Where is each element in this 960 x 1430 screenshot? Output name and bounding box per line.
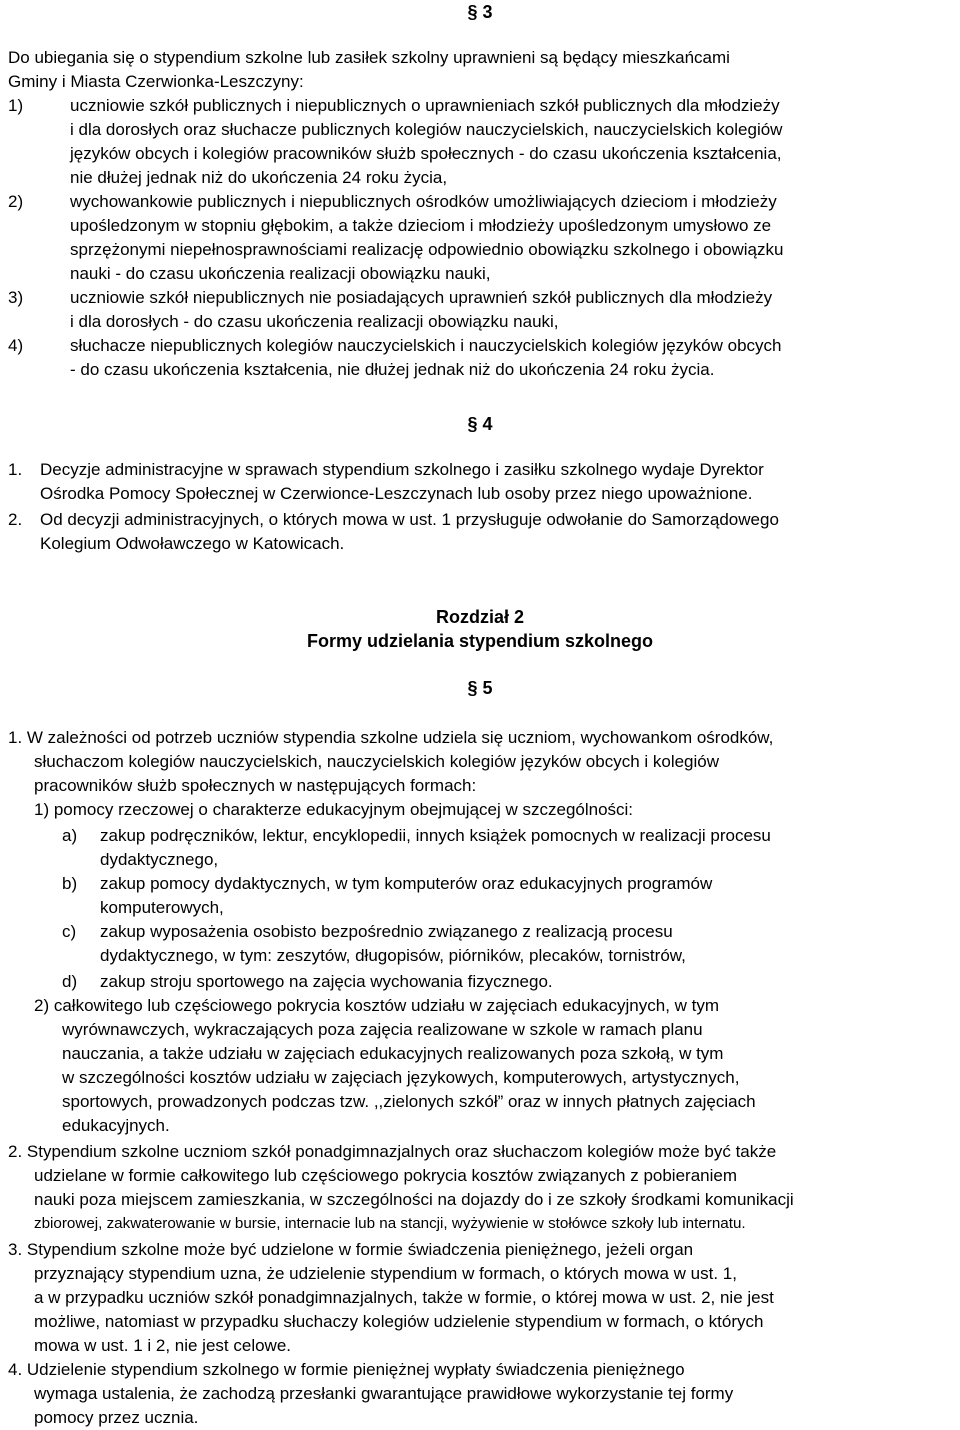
s5-item-d-label: d): [62, 972, 78, 991]
s3-item-3-line-2: i dla dorosłych - do czasu ukończenia realizacji obowiązku nauki,: [70, 312, 559, 331]
s5-para-4-line-3: pomocy przez ucznia.: [34, 1408, 199, 1427]
s4-para-1-number: 1.: [8, 460, 23, 479]
s5-item-a-line-1: zakup podręczników, lektur, encyklopedii, innych książek pomocnych w realizacji procesu: [100, 826, 771, 845]
s3-item-1-line-3: języków obcych i kolegiów pracowników służb społecznych - do czasu ukończenia kształcenia,: [70, 144, 782, 163]
s5-para-4-line-1: 4. Udzielenie stypendium szkolnego w formie pieniężnej wypłaty świadczenia pieniężnego: [8, 1360, 685, 1379]
s5-para-2-line-1: 2. Stypendium szkolne uczniom szkół ponadgimnazjalnych oraz słuchaczom kolegiów może być także: [8, 1142, 777, 1161]
s3-intro-line-2: Gminy i Miasta Czerwionka-Leszczyny:: [8, 72, 304, 91]
s3-item-1-line-2: i dla dorosłych oraz słuchacze publicznych kolegiów nauczycielskich, nauczycielskich kolegiów: [70, 120, 783, 139]
s5-para-1-line-2: słuchaczom kolegiów nauczycielskich, nauczycielskich kolegiów języków obcych i kolegiów: [34, 752, 720, 771]
s5-para-1-line-3: pracowników służb społecznych w następujących formach:: [34, 776, 477, 795]
s5-para-4-line-2: wymaga ustalenia, że zachodzą przesłanki gwarantujące prawidłowe wykorzystanie tej formy: [34, 1384, 734, 1403]
s4-para-2-number: 2.: [8, 510, 23, 529]
s5-para-2-line-3: nauki poza miejscem zamieszkania, w szczególności na dojazdy do i ze szkoły środkami komunikacji: [34, 1190, 794, 1209]
s5-item-b-line-2: komputerowych,: [100, 898, 224, 917]
s5-form-2-line-5: sportowych, prowadzonych podczas tzw. ,,zielonych szkół” oraz w innych płatnych zajęciach: [62, 1092, 756, 1111]
s5-para-3-line-1: 3. Stypendium szkolne może być udzielone w formie świadczenia pieniężnego, jeżeli organ: [8, 1240, 694, 1259]
s3-item-1-line-4: nie dłużej jednak niż do ukończenia 24 roku życia,: [70, 168, 448, 187]
chapter-title: Rozdział 2: [435, 607, 524, 627]
s5-para-2-line-2: udzielane w formie całkowitego lub częściowego pokrycia kosztów związanych z pobieraniem: [34, 1166, 738, 1185]
s5-form-2-line-3: nauczania, a także udziału w zajęciach edukacyjnych realizowanych poza szkołą, w tym: [62, 1044, 724, 1063]
s3-item-4-number: 4): [8, 336, 24, 355]
s3-item-1-line-1: uczniowie szkół publicznych i niepublicznych o uprawnieniach szkół publicznych dla młodzieży: [70, 96, 780, 115]
s3-item-3-number: 3): [8, 288, 24, 307]
s3-item-3-line-1: uczniowie szkół niepublicznych nie posiadających uprawnień szkół publicznych dla młodzieży: [70, 288, 773, 307]
section-5-title: § 5: [467, 678, 493, 698]
s3-item-4-line-2: - do czasu ukończenia kształcenia, nie dłużej jednak niż do ukończenia 24 roku życia.: [70, 360, 715, 379]
s5-item-a-label: a): [62, 826, 78, 845]
s3-item-2-line-4: nauki - do czasu ukończenia realizacji obowiązku nauki,: [70, 264, 491, 283]
s5-para-2-line-4: zbiorowej, zakwaterowanie w bursie, internacie lub na stancji, wyżywienie w stołówce szkoły lub internatu.: [34, 1215, 746, 1232]
s3-item-2-line-2: upośledzonym w stopniu głębokim, a także dzieciom i młodzieży upośledzonym umysłowo ze: [70, 216, 772, 235]
s4-para-2-line-1: Od decyzji administracyjnych, o których mowa w ust. 1 przysługuje odwołanie do Samorządowego: [40, 510, 779, 529]
s5-para-3-line-4: możliwe, natomiast w przypadku słuchaczy kolegiów udzielenie stypendium w formach, o których: [34, 1312, 764, 1331]
s5-para-3-line-5: mowa w ust. 1 i 2, nie jest celowe.: [34, 1336, 292, 1355]
s5-item-a-line-2: dydaktycznego,: [100, 850, 219, 869]
section-4-title: § 4: [467, 414, 493, 434]
section-3-title: § 3: [467, 2, 493, 22]
s5-form-1: 1) pomocy rzeczowej o charakterze edukacyjnym obejmującej w szczególności:: [34, 800, 634, 819]
s5-item-c-line-2: dydaktycznego, w tym: zeszytów, długopisów, piórników, plecaków, tornistrów,: [100, 946, 686, 965]
s5-form-2-line-2: wyrównawczych, wykraczających poza zajęcia realizowane w szkole w ramach planu: [62, 1020, 703, 1039]
s4-para-2-line-2: Kolegium Odwoławczego w Katowicach.: [40, 534, 345, 553]
s5-form-2-line-6: edukacyjnych.: [62, 1116, 170, 1135]
s5-form-2-line-1: 2) całkowitego lub częściowego pokrycia kosztów udziału w zajęciach edukacyjnych, w tym: [34, 996, 720, 1015]
s5-item-b-label: b): [62, 874, 78, 893]
s4-para-1-line-1: Decyzje administracyjne w sprawach stypendium szkolnego i zasiłku szkolnego wydaje Dyrektor: [40, 460, 764, 479]
s5-para-3-line-3: a w przypadku uczniów szkół ponadgimnazjalnych, także w formie, o której mowa w ust. 2, nie jest: [34, 1288, 774, 1307]
s3-item-2-number: 2): [8, 192, 24, 211]
s5-para-1-line-1: 1. W zależności od potrzeb uczniów stypendia szkolne udziela się uczniom, wychowankom ośrodków,: [8, 728, 774, 747]
s5-item-d-line-1: zakup stroju sportowego na zajęcia wychowania fizycznego.: [100, 972, 553, 991]
s3-item-4-line-1: słuchacze niepublicznych kolegiów nauczycielskich i nauczycielskich kolegiów języków obcych: [70, 336, 782, 355]
s3-item-2-line-3: sprzężonymi niepełnosprawnościami realizację odpowiednio obowiązku szkolnego i obowiązku: [70, 240, 784, 259]
s5-item-c-label: c): [62, 922, 77, 941]
s5-item-c-line-1: zakup wyposażenia osobisto bezpośrednio związanego z realizacją procesu: [100, 922, 673, 941]
s3-intro-line-1: Do ubiegania się o stypendium szkolne lub zasiłek szkolny uprawnieni są będący mieszkańcami: [8, 48, 730, 67]
s3-item-2-line-1: wychowankowie publicznych i niepublicznych ośrodków umożliwiających dzieciom i młodzieży: [70, 192, 777, 211]
s3-item-1-number: 1): [8, 96, 24, 115]
s5-para-3-line-2: przyznający stypendium uzna, że udzielenie stypendium w formach, o których mowa w ust. 1,: [34, 1264, 737, 1283]
chapter-subtitle: Formy udzielania stypendium szkolnego: [306, 631, 654, 651]
s5-item-b-line-1: zakup pomocy dydaktycznych, w tym komputerów oraz edukacyjnych programów: [100, 874, 713, 893]
s5-form-2-line-4: w szczególności kosztów udziału w zajęciach językowych, komputerowych, artystycznych,: [62, 1068, 740, 1087]
s4-para-1-line-2: Ośrodka Pomocy Społecznej w Czerwionce-Leszczynach lub osoby przez niego upoważnione.: [40, 484, 753, 503]
